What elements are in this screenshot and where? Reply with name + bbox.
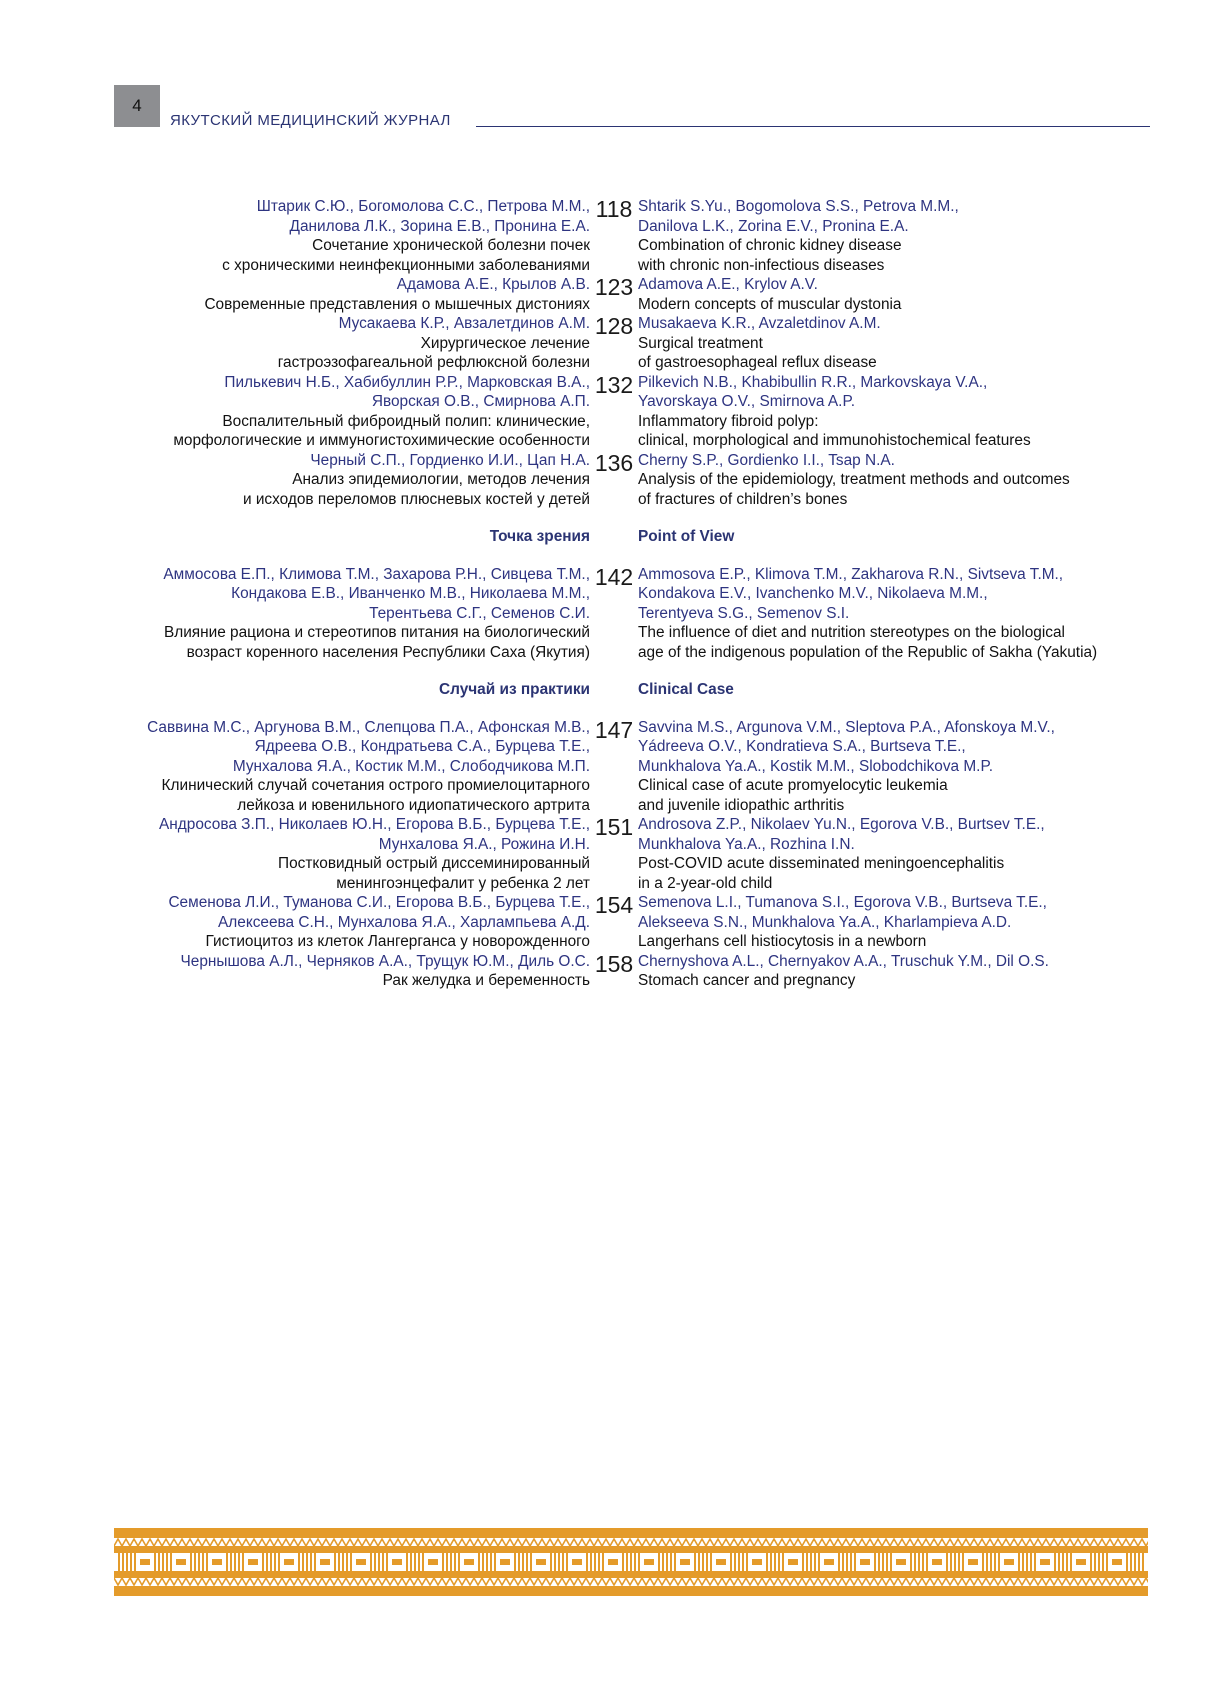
section-heading xyxy=(110,680,1110,700)
ornament-border xyxy=(114,1528,1148,1596)
en-authors-line: Alekseeva S.N., Munkhalova Ya.A., Kharlampieva A.D. xyxy=(638,913,1012,931)
section-spacer xyxy=(590,680,638,681)
page-reference: 147 xyxy=(594,716,634,743)
ru-title-line: Анализ эпидемиологии, методов лечения xyxy=(292,471,590,488)
ru-authors-line: Пилькевич Н.Б., Хабибуллин Р.Р., Марковская В.А., xyxy=(224,373,590,391)
page-reference: 151 xyxy=(594,814,634,840)
ru-authors-line: Черный С.П., Гордиенко И.И., Цап Н.А. xyxy=(310,451,590,469)
page-number: 4 xyxy=(114,85,160,127)
entry-en xyxy=(638,565,1110,663)
ru-title-line: Влияние рациона и стереотипов питания на биологический xyxy=(163,624,590,641)
en-authors-line: Terentyeva S.G., Semenov S.I. xyxy=(638,604,850,622)
ru-title-line: менингоэнцефалит у ребенка 2 лет xyxy=(336,874,590,892)
ru-title-line: возраст коренного населения Республики Саха (Якутия) xyxy=(186,643,590,661)
ru-authors-line: Аммосова Е.П., Климова Т.М., Захарова Р.Н., Сивцева Т.М., xyxy=(163,565,590,583)
ru-title-line: лейкоза и ювенильного идиопатического артрита xyxy=(237,796,590,814)
page-reference: 118 xyxy=(595,196,633,222)
en-authors-line: Kondakova E.V., Ivanchenko M.V., Nikolaeva M.M., xyxy=(638,585,988,602)
ru-authors-line: Ядреева О.В., Кондратьева С.А., Бурцева Т.Е., xyxy=(254,738,590,755)
en-title-line: Combination of chronic kidney disease xyxy=(638,237,902,254)
ru-title-line: Современные представления о мышечных дистониях xyxy=(204,295,590,313)
en-authors-line: Munkhalova Ya.A., Rozhina I.N. xyxy=(638,835,855,853)
en-authors-line: Adamova A.E., Krylov A.V. xyxy=(638,276,818,293)
en-title-line: and juvenile idiopathic arthritis xyxy=(638,796,845,814)
toc-entry xyxy=(110,451,1110,510)
entry-en xyxy=(638,893,1110,952)
entry-en xyxy=(638,815,1110,893)
page-reference: 136 xyxy=(594,449,634,476)
en-title-line: Stomach cancer and pregnancy xyxy=(638,972,856,989)
ru-title-line: Рак желудка и беременность xyxy=(382,972,590,989)
en-title-line: of gastroesophageal reflux disease xyxy=(638,354,877,371)
toc-entry xyxy=(110,718,1110,816)
ru-authors-line: Терентьева С.Г., Семенов С.И. xyxy=(369,604,590,622)
ru-authors-line: Яворская О.В., Смирнова А.П. xyxy=(371,393,590,410)
en-title-line: with chronic non-infectious diseases xyxy=(638,256,885,274)
ru-title-line: Гистиоцитоз из клеток Лангерганса у новорожденного xyxy=(205,933,590,950)
ru-authors-line: Саввина М.С., Аргунова В.М., Слепцова П.А., Афонская М.В., xyxy=(147,718,590,736)
page-reference: 123 xyxy=(594,274,634,300)
en-title-line: Langerhans cell histiocytosis in a newborn xyxy=(638,933,927,950)
ru-title-line: гастроэзофагеальной рефлюксной болезни xyxy=(277,354,590,371)
en-authors-line: Danilova L.K., Zorina E.V., Pronina E.A. xyxy=(638,217,909,235)
journal-title: ЯКУТСКИЙ МЕДИЦИНСКИЙ ЖУРНАЛ xyxy=(170,112,451,129)
page-reference: 154 xyxy=(594,892,634,918)
en-authors-line: Yádreeva O.V., Kondratieva S.A., Burtseva T.E., xyxy=(638,738,966,755)
entry-en xyxy=(638,952,1110,991)
entry-ru xyxy=(110,451,590,510)
entry-ru xyxy=(110,373,590,451)
toc-entry xyxy=(110,314,1110,373)
ru-title-line: с хроническими неинфекционными заболеваниями xyxy=(222,256,590,274)
ru-authors-line: Штарик С.Ю., Богомолова С.С., Петрова М.М., xyxy=(256,198,590,215)
entry-en xyxy=(638,373,1110,451)
en-authors-line: Chernyshova A.L., Chernyakov A.A., Truschuk Y.M., Dil O.S. xyxy=(638,952,1049,970)
en-title-line: of fractures of children’s bones xyxy=(638,490,848,508)
toc-entry xyxy=(110,275,1110,314)
section-heading-en: Point of View xyxy=(638,528,735,545)
toc-entry xyxy=(110,893,1110,952)
ru-authors-line: Алексеева С.Н., Мунхалова Я.А., Харлампьева А.Д. xyxy=(218,913,590,931)
en-authors-line: Androsova Z.P., Nikolaev Yu.N., Egorova V.B., Burtsev T.E., xyxy=(638,816,1045,833)
page-reference: 132 xyxy=(594,371,634,398)
en-title-line: in a 2-year-old child xyxy=(638,874,773,892)
ru-title-line: Воспалительный фиброидный полип: клинические, xyxy=(222,412,590,430)
entry-en xyxy=(638,451,1110,510)
entry-en xyxy=(638,275,1110,314)
header-rule xyxy=(476,126,1150,127)
en-authors-line: Musakaeva K.R., Avzaletdinov A.M. xyxy=(638,315,881,332)
en-title-line: clinical, morphological and immunohistochemical features xyxy=(638,432,1031,449)
ru-title-line: Сочетание хронической болезни почек xyxy=(312,237,590,254)
en-authors-line: Munkhalova Ya.A., Kostik M.M., Slobodchikova M.P. xyxy=(638,757,994,775)
en-authors-line: Shtarik S.Yu., Bogomolova S.S., Petrova M.M., xyxy=(638,198,959,215)
ru-authors-line: Адамова А.Е., Крылов А.В. xyxy=(396,276,590,293)
page-reference: 158 xyxy=(594,950,634,977)
en-authors-line: Savvina M.S., Argunova V.M., Sleptova P.A., Afonskoya M.V., xyxy=(638,718,1055,736)
toc-entry xyxy=(110,565,1110,663)
en-title-line: Inflammatory fibroid polyp: xyxy=(638,412,819,430)
page-reference: 128 xyxy=(594,313,634,339)
ru-authors-line: Мунхалова Я.А., Костик М.М., Слободчикова М.П. xyxy=(232,757,590,775)
entry-ru xyxy=(110,275,590,314)
en-title-line: age of the indigenous population of the Republic of Sakha (Yakutia) xyxy=(638,643,1098,661)
ru-title-line: Хирургическое лечение xyxy=(420,334,590,352)
table-of-contents xyxy=(110,197,1110,991)
ru-title-line: Постковидный острый диссеминированный xyxy=(278,855,590,872)
entry-ru xyxy=(110,197,590,275)
ru-authors-line: Чернышова А.Л., Черняков А.А., Трущук Ю.М., Диль О.С. xyxy=(180,952,590,970)
en-authors-line: Pilkevich N.B., Khabibullin R.R., Markovskaya V.A., xyxy=(638,373,988,391)
entry-en xyxy=(638,197,1110,275)
ru-authors-line: Данилова Л.К., Зорина Е.В., Пронина Е.А. xyxy=(289,217,590,235)
ru-authors-line: Андросова З.П., Николаев Ю.Н., Егорова В.Б., Бурцева Т.Е., xyxy=(159,816,590,833)
en-authors-line: Ammosova E.P., Klimova T.M., Zakharova R.N., Sivtseva T.M., xyxy=(638,565,1064,583)
ru-title-line: морфологические и иммуногистохимические особенности xyxy=(173,432,590,449)
en-authors-line: Yavorskaya O.V., Smirnova A.P. xyxy=(638,393,855,410)
ru-title-line: Клинический случай сочетания острого промиелоцитарного xyxy=(161,777,590,794)
toc-entry xyxy=(110,373,1110,451)
toc-entry xyxy=(110,197,1110,275)
page-reference: 142 xyxy=(594,563,634,590)
section-heading-en: Clinical Case xyxy=(638,681,734,698)
section-heading-ru: Точка зрения xyxy=(489,528,590,545)
entry-en xyxy=(638,314,1110,373)
en-title-line: Surgical treatment xyxy=(638,334,763,352)
section-heading xyxy=(110,527,1110,547)
en-authors-line: Cherny S.P., Gordienko I.I., Tsap N.A. xyxy=(638,451,895,469)
ru-title-line: и исходов переломов плюсневых костей у детей xyxy=(242,490,590,508)
en-authors-line: Semenova L.I., Tumanova S.I., Egorova V.B., Burtseva T.E., xyxy=(638,894,1047,911)
toc-entry xyxy=(110,815,1110,893)
en-title-line: Analysis of the epidemiology, treatment methods and outcomes xyxy=(638,471,1070,488)
section-spacer xyxy=(590,527,638,528)
en-title-line: The influence of diet and nutrition stereotypes on the biological xyxy=(638,624,1065,641)
en-title-line: Clinical case of acute promyelocytic leukemia xyxy=(638,777,948,794)
en-title-line: Modern concepts of muscular dystonia xyxy=(638,295,902,313)
ru-authors-line: Мусакаева К.Р., Авзалетдинов А.М. xyxy=(338,315,590,332)
entry-ru xyxy=(110,314,590,373)
entry-ru xyxy=(110,565,590,663)
ru-authors-line: Кондакова Е.В., Иванченко М.В., Николаева М.М., xyxy=(231,585,590,602)
toc-entry xyxy=(110,952,1110,991)
entry-ru xyxy=(110,815,590,893)
en-title-line: Post-COVID acute disseminated meningoencephalitis xyxy=(638,855,1005,872)
entry-en xyxy=(638,718,1110,816)
section-heading-ru: Случай из практики xyxy=(439,681,590,698)
entry-ru xyxy=(110,893,590,952)
entry-ru xyxy=(110,952,590,991)
entry-ru xyxy=(110,718,590,816)
ru-authors-line: Семенова Л.И., Туманова С.И., Егорова В.Б., Бурцева Т.Е., xyxy=(168,894,590,911)
ru-authors-line: Мунхалова Я.А., Рожина И.Н. xyxy=(378,835,590,853)
